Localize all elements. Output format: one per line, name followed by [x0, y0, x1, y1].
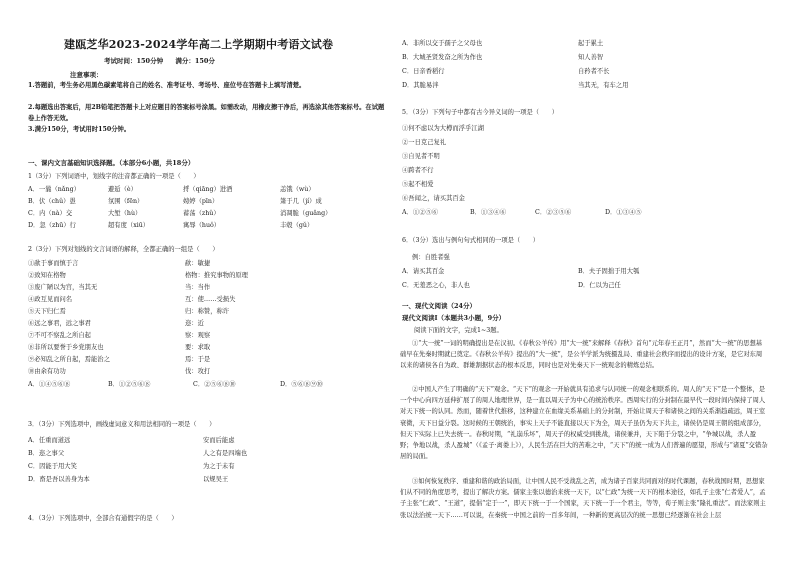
section2-intro: 阅读下面的文字，完成1~3题。: [414, 327, 503, 334]
q2-gloss-8: 要：求取: [185, 344, 211, 351]
left-column: [28, 0, 393, 561]
q2-option-c: C．②⑤⑥⑧⑩: [193, 381, 236, 388]
q3-c-right: 为之于未有: [203, 463, 235, 470]
q4-stem: 4．（3分）下列选项中，全部合有通假字的是（ ）: [28, 515, 178, 522]
q2-gloss-1: 歃：敏捷: [185, 260, 211, 267]
q5-option-c: C．②③⑤⑥: [535, 209, 572, 216]
exam-title: 建瓯芝华2023-2024学年高二上学期期中考语文试卷: [64, 38, 334, 51]
q3-b-left: B．迩之事父: [28, 450, 65, 457]
q1-b-3: 娉婷（pīn）: [183, 198, 219, 205]
q2-item-6: ⑥远之事君，远之事君: [28, 320, 91, 327]
q1-stem: 1（3分）下列词语中，划线字的注音都正确的一项是（ ）: [28, 173, 200, 180]
q2-item-5: ⑤天下归仁焉: [28, 308, 66, 315]
exam-score: 满分：150分: [175, 57, 215, 65]
q1-c-2: 大堑（hù）: [108, 210, 142, 217]
q5-option-d: D．①③④⑤: [605, 209, 642, 216]
q2-option-a: A．①④⑤⑥⑧: [28, 381, 71, 388]
right-column: [400, 0, 770, 561]
section1-heading: 一、课内文言基础知识选择题。（本部分6小题，共18分）: [28, 159, 195, 167]
q3-a-right: 安而后能虑: [203, 437, 235, 444]
q1-c-1: C．内（nà）交: [28, 210, 73, 217]
q5-stem: 5．（3分）下列句子中都有古今异义词的一项是（ ）: [402, 109, 558, 116]
q1-a-3: 捋（qiāng）进酒: [183, 186, 233, 193]
q1-d-2: 超有度（xiū）: [108, 222, 150, 229]
q5-option-b: B．①③④⑥: [470, 209, 507, 216]
reading-para-2: ②中国人产生了明确的“天下”观念。“天下”的观念一开始就具有追求与认同统一的观念相联系的。周人的“天下”是一个整体，是一个中心向四方延伸扩展了的周人地理世界，是一直以周天子为中心的统治秩序。西周实行的分封制在最早代一段时间内保持了周人对天下统一的认同。然而，随着世代推移，这种建立在血缘关系基础上的分封制，开始让周天子和诸侯之间的关系渐趋疏远，周王室衰微，天下日益分裂。这时候的王朝统治，事实上天子不能直接以天下为全，周天子虽仍为天下共主，诸侯仍是周王朝的组成部分，但天下实际上已失去统一。春秋时期，“礼崩乐坏”，周天子的权威受到挑战，诸侯兼并，天下陷于分裂之中，“争城以战，杀人盈野；争地以战，杀人盈城”（《孟子·离娄上》），人民生活在巨大的苦难之中，“天下”的统一成为人们普遍的愿望，形成与“诸夏”交错杂居的局面。: [400, 386, 768, 461]
q2-item-4: ④政互见而问名: [28, 296, 73, 303]
q1-d-4: 丰毂（gǔ）: [280, 222, 314, 229]
q6-option-c: C．无羞恶之心，非人也: [402, 282, 470, 289]
q3-c-left: C．因能于用大笑: [28, 463, 77, 470]
q6-example: 例：自胜者强: [412, 254, 450, 261]
q5-item-3: ③自见者不明: [402, 153, 440, 160]
q6-stem: 6．（3分）选出与例句句式相同的一项是（ ）: [402, 237, 540, 244]
q2-option-d: D．⑤⑥⑧⑨⑩: [280, 381, 323, 388]
q2-item-3: ③废广陋以为宫，当其无: [28, 284, 98, 291]
q2-gloss-7: 察：观察: [185, 332, 211, 339]
q5-option-a: A．①②⑤⑥: [402, 209, 439, 216]
q3-b-right: 人之有是四端也: [203, 450, 248, 457]
notice-heading: 注意事项：: [70, 71, 103, 79]
exam-meta: [104, 56, 225, 65]
q2-gloss-2: 格物：推究事物的原理: [185, 272, 248, 279]
q5-item-6: ⑥吾闻之，请买其百金: [402, 195, 465, 202]
q2-gloss-10: 伐：攻打: [185, 368, 211, 375]
q4-b-right: 知人善智: [578, 54, 604, 61]
q2-item-7: ⑦不可不察乱之所自起: [28, 332, 91, 339]
q3-stem: 3．（3分）下列选项中，画线虚词意义和用法相同的一项是（ ）: [28, 421, 216, 428]
q3-d-left: D．畜是吾以善身为本: [28, 476, 90, 483]
section2-heading: 一、现代文阅读（24分）: [402, 302, 477, 310]
q4-a-right: 起于累土: [578, 40, 604, 47]
q6-option-b: B．夫子固拙于用大瓠: [578, 268, 640, 275]
q2-gloss-9: 焉：于是: [185, 356, 211, 363]
q6-option-d: D．仁以为己任: [578, 282, 621, 289]
q4-c-left: C．日亲香稻行: [402, 68, 445, 75]
q2-stem: 2（3分）下列对划线的文言词语的解释，全都正确的一组是（ ）: [28, 246, 219, 253]
q1-b-4: 箫于几（jí）成: [280, 198, 322, 205]
q3-d-right: 以规吴王: [203, 476, 229, 483]
q2-gloss-4: 互：使……受损失: [185, 296, 236, 303]
q2-option-b: B．①②⑤⑥⑧: [108, 381, 151, 388]
q4-a-left: A．非所以交于孺子之父母也: [402, 40, 483, 47]
notice-2: 2.每题选出答案后，用2B铅笔把答题卡上对应题目的答案标号涂黑。如需改动，用橡皮擦干净后，再选涂其他答案标号。在试题卷上作答无效。: [28, 104, 385, 122]
q1-a-2: 避逅（è）: [108, 186, 137, 193]
q1-d-1: D．忽（zhū）行: [28, 222, 76, 229]
q1-b-2: 氛围（fēn）: [108, 198, 144, 205]
notice-1: 1.答题前，考生务必用黑色碳素笔将自己的姓名、准考证号、考场号、座位号在答题卡上填写清楚。: [28, 82, 306, 89]
section2-sub: 现代文阅读Ⅰ（本题共3小题，9分）: [402, 314, 506, 322]
q3-a-left: A．任重而道远: [28, 437, 71, 444]
exam-time: 考试时间：150分钟: [104, 57, 164, 65]
q2-gloss-5: 归：称赞，称许: [185, 308, 230, 315]
q2-item-10: ⑩由余有功功: [28, 368, 66, 375]
q4-d-left: D．其脆易泮: [402, 82, 439, 89]
q2-item-1: ①歃于事而慎于言: [28, 260, 79, 267]
reading-para-1: ①“大一统”一词的明确提出是在汉初。《春秋公羊传》用“大一统”来解释《春秋》首句“元年春王正月”，然而“大一统”的思想基础早在先秦时期就已奠定。《春秋公羊传》提出的“大一统”，是公羊学派为统摄乱局、重建社会秩序而提出的设计方案，是它对东周以来的诸侯各自为政、群雄割据状态的根本反思，同时也是对先秦天下一统观念的精炼总结。: [400, 340, 763, 370]
q2-gloss-3: 当：当作: [185, 284, 211, 291]
q4-c-right: 自矜者不长: [578, 68, 610, 75]
q2-gloss-6: 迩：近: [185, 320, 204, 327]
q5-item-5: ⑤起不相爱: [402, 181, 434, 188]
q6-option-a: A．请买其百金: [402, 268, 445, 275]
notice-3: 3.满分150分，考试用时150分钟。: [28, 126, 131, 133]
q4-b-left: B．大城圣贤发奋之所为作也: [402, 54, 483, 61]
q2-item-9: ⑨必知乱之所自起，焉能治之: [28, 356, 110, 363]
q4-d-right: 当其无，有车之用: [578, 82, 629, 89]
q1-d-3: 寓辱（huǒ）: [183, 222, 221, 229]
q1-c-4: 消凋脆（guǎng）: [280, 210, 332, 217]
q2-item-8: ⑧非所以要誉于乡党朋友也: [28, 344, 104, 351]
q1-a-4: 恙饿（wù）: [280, 186, 315, 193]
q5-item-1: ①何不虑以为大樽而浮乎江湖: [402, 125, 484, 132]
q5-item-2: ②一日克己复礼: [402, 139, 447, 146]
q5-item-4: ④跨者不行: [402, 167, 434, 174]
q1-b-1: B．伏（chǔ）愚: [28, 198, 76, 205]
reading-para-3: ③如何恢复秩序、重建和谐的政治局面，让中国人民不受战乱之苦，成为诸子百家共同面对的时代课题，春秋战国时期，思想家们从不同的角度思考，提出了解决方案。儒家主张以德治来统一天下，以“仁政”为统一天下的根本途径，如孔子主张“仁者爱人”，孟子主张“仁政”、“王道”，提倡“定于一”，即天下统一于一个国家，天下统一于一个君主，等等，荀子则主张“隆礼重法”。而法家则主张以法治统一天下……可以说，在秦统一中国之前的一百多年间，一种新的更高层次的统一思想已经逐渐在社会上层: [400, 478, 766, 519]
q1-a-1: A．一曩（nǎng）: [28, 186, 80, 193]
q2-item-2: ②致知在格物: [28, 272, 66, 279]
q1-c-3: 蓄荡（zhǔ）: [183, 210, 220, 217]
